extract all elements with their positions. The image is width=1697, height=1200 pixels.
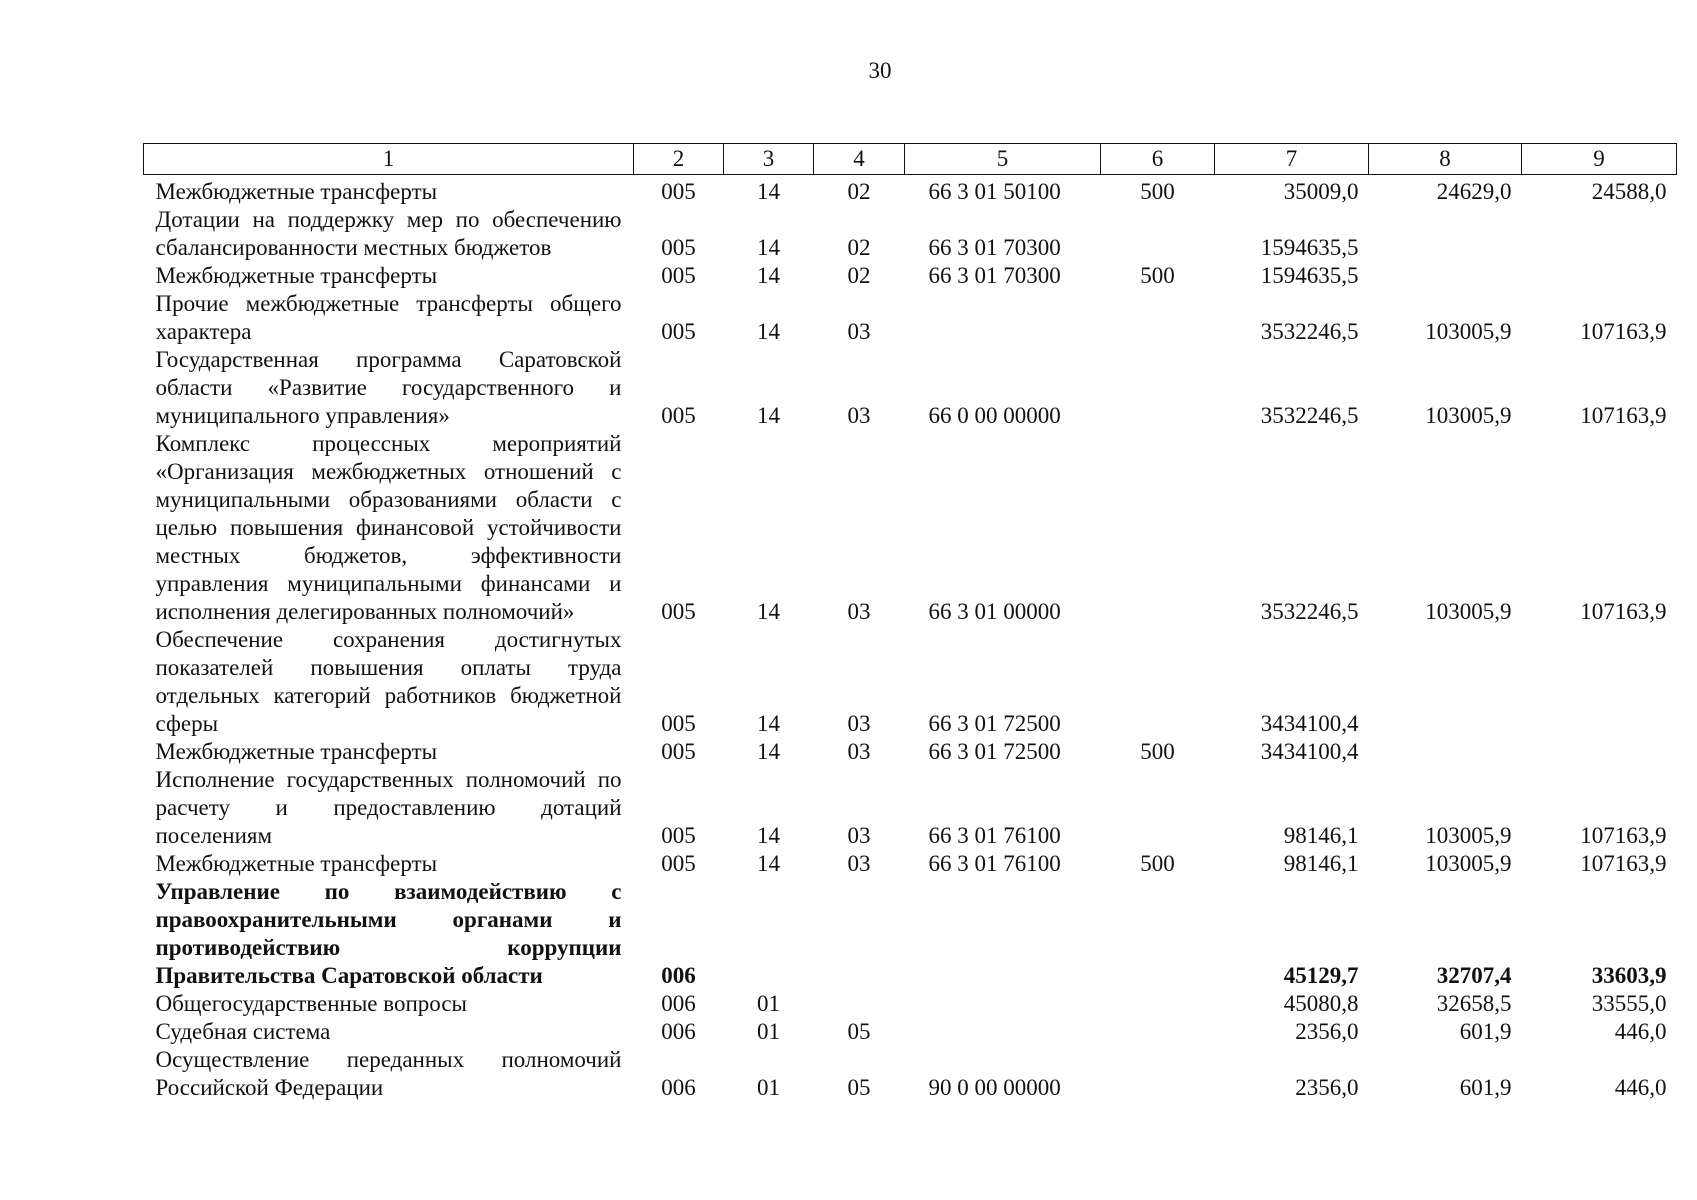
amount-col-8: 103005,9 — [1425, 823, 1512, 848]
ministry-code: 005 — [661, 179, 696, 204]
table-body — [144, 175, 1677, 1103]
expense-type-code — [1101, 990, 1215, 1018]
amount-col-8: 24629,0 — [1436, 179, 1512, 204]
expense-type-code — [1101, 626, 1215, 738]
section-code: 01 — [757, 1019, 780, 1044]
section-code: 01 — [757, 991, 780, 1016]
section-code — [724, 878, 814, 990]
item-name: Государственная программа Саратовской области «Развитие государственного и муниципального управления» — [155, 347, 622, 428]
target-article-code — [905, 878, 1101, 990]
subsection-code: 02 — [847, 263, 871, 288]
target-article-code: 66 3 01 76100 — [928, 823, 1061, 848]
ministry-code: 005 — [661, 319, 696, 344]
amount-col-8 — [1369, 206, 1522, 262]
amount-col-8: 601,9 — [1459, 1075, 1512, 1100]
amount-col-7: 3532246,5 — [1260, 319, 1359, 344]
subsection-code: 03 — [847, 823, 871, 848]
amount-col-7: 2356,0 — [1295, 1075, 1359, 1100]
ministry-code: 005 — [661, 711, 696, 736]
subsection-code — [814, 878, 905, 990]
table-row — [144, 206, 1677, 262]
subsection-code: 03 — [847, 711, 871, 736]
amount-col-7: 98146,1 — [1283, 823, 1359, 848]
amount-col-8 — [1369, 738, 1522, 766]
amount-col-7: 1594635,5 — [1260, 235, 1359, 260]
item-name: Межбюджетные трансферты — [155, 739, 438, 764]
expense-type-code: 500 — [1140, 263, 1175, 288]
amount-col-8 — [1369, 626, 1522, 738]
amount-col-9: 33555,0 — [1591, 991, 1667, 1016]
target-article-code: 66 3 01 72500 — [928, 711, 1061, 736]
item-name: Межбюджетные трансферты — [155, 263, 438, 288]
target-article-code: 66 0 00 00000 — [928, 403, 1061, 428]
table-row — [144, 878, 1677, 990]
subsection-code: 03 — [847, 403, 871, 428]
amount-col-9: 446,0 — [1614, 1075, 1667, 1100]
amount-col-8: 32658,5 — [1436, 991, 1512, 1016]
ministry-code: 005 — [661, 739, 696, 764]
target-article-code: 66 3 01 50100 — [928, 179, 1061, 204]
table-row — [144, 262, 1677, 290]
section-code: 14 — [757, 235, 780, 260]
expense-type-code — [1101, 766, 1215, 850]
amount-col-7: 45080,8 — [1283, 991, 1359, 1016]
table-row — [144, 430, 1677, 626]
amount-col-9: 107163,9 — [1580, 599, 1667, 624]
section-code: 14 — [757, 319, 780, 344]
target-article-code: 66 3 01 70300 — [928, 263, 1061, 288]
amount-col-8: 32707,4 — [1436, 963, 1512, 988]
target-article-code — [905, 990, 1101, 1018]
amount-col-7: 3434100,4 — [1260, 711, 1359, 736]
table-row — [144, 1046, 1677, 1102]
item-name: Дотации на поддержку мер по обеспечению сбалансированности местных бюджетов — [155, 207, 622, 260]
amount-col-8: 601,9 — [1459, 1019, 1512, 1044]
expense-type-code — [1101, 290, 1215, 346]
subsection-code: 03 — [847, 599, 871, 624]
section-code: 14 — [757, 739, 780, 764]
section-code: 14 — [757, 599, 780, 624]
amount-col-9: 446,0 — [1614, 1019, 1667, 1044]
amount-col-9 — [1522, 738, 1677, 766]
subsection-code: 05 — [847, 1075, 871, 1100]
column-number-row — [144, 144, 1677, 175]
table-row — [144, 990, 1677, 1018]
subsection-code: 03 — [847, 739, 871, 764]
expense-type-code — [1101, 430, 1215, 626]
table-row — [144, 850, 1677, 878]
expense-type-code — [1101, 1018, 1215, 1046]
target-article-code — [905, 1018, 1101, 1046]
expense-type-code — [1101, 206, 1215, 262]
amount-col-9: 107163,9 — [1580, 319, 1667, 344]
amount-col-7: 2356,0 — [1295, 1019, 1359, 1044]
amount-col-9: 24588,0 — [1591, 179, 1667, 204]
budget-table — [143, 143, 1677, 1102]
table-row — [144, 290, 1677, 346]
ministry-code: 005 — [661, 263, 696, 288]
header-cell: 5 — [905, 144, 1101, 175]
ministry-code: 005 — [661, 235, 696, 260]
item-name: Управление по взаимодействию с правоохранительными органами и противодействию коррупции Правительства Саратовской области — [155, 879, 622, 988]
amount-col-7: 3434100,4 — [1260, 739, 1359, 764]
header-cell: 9 — [1522, 144, 1677, 175]
amount-col-9: 107163,9 — [1580, 851, 1667, 876]
amount-col-9: 33603,9 — [1591, 963, 1667, 988]
amount-col-7: 3532246,5 — [1260, 403, 1359, 428]
amount-col-7: 45129,7 — [1283, 963, 1359, 988]
header-cell: 3 — [724, 144, 814, 175]
subsection-code: 02 — [847, 235, 871, 260]
header-cell: 8 — [1369, 144, 1522, 175]
item-name: Судебная система — [155, 1019, 331, 1044]
expense-type-code: 500 — [1140, 179, 1175, 204]
item-name: Межбюджетные трансферты — [155, 179, 438, 204]
table-row — [144, 738, 1677, 766]
expense-type-code — [1101, 1046, 1215, 1102]
expense-type-code — [1101, 878, 1215, 990]
section-code: 14 — [757, 823, 780, 848]
target-article-code: 66 3 01 70300 — [928, 235, 1061, 260]
ministry-code: 006 — [661, 963, 696, 988]
amount-col-9: 107163,9 — [1580, 403, 1667, 428]
subsection-code — [814, 990, 905, 1018]
amount-col-8: 103005,9 — [1425, 599, 1512, 624]
header-cell: 4 — [814, 144, 905, 175]
table-row — [144, 346, 1677, 430]
item-name: Исполнение государственных полномочий по расчету и предоставлению дотаций поселениям — [155, 767, 622, 848]
section-code: 14 — [757, 711, 780, 736]
ministry-code: 005 — [661, 823, 696, 848]
section-code: 14 — [757, 263, 780, 288]
amount-col-8 — [1369, 262, 1522, 290]
expense-type-code: 500 — [1140, 851, 1175, 876]
table-row — [144, 175, 1677, 207]
ministry-code: 006 — [661, 991, 696, 1016]
ministry-code: 005 — [661, 851, 696, 876]
item-name: Обеспечение сохранения достигнутых показателей повышения оплаты труда отдельных категорий работников бюджетной сферы — [155, 627, 622, 736]
amount-col-9 — [1522, 262, 1677, 290]
amount-col-9 — [1522, 626, 1677, 738]
expense-type-code: 500 — [1140, 739, 1175, 764]
item-name: Комплекс процессных мероприятий «Организация межбюджетных отношений с муниципальными образованиями области с целью повышения финансовой устойчивости местных бюджетов, эффективности управления муниципальными финансами и исполнения делегированных полномочий» — [155, 431, 622, 624]
target-article-code: 90 0 00 00000 — [928, 1075, 1061, 1100]
subsection-code: 02 — [847, 179, 871, 204]
subsection-code: 03 — [847, 319, 871, 344]
ministry-code: 005 — [661, 599, 696, 624]
item-name: Межбюджетные трансферты — [155, 851, 438, 876]
amount-col-9 — [1522, 206, 1677, 262]
amount-col-7: 3532246,5 — [1260, 599, 1359, 624]
header-cell: 2 — [634, 144, 724, 175]
table-row — [144, 1018, 1677, 1046]
target-article-code: 66 3 01 72500 — [928, 739, 1061, 764]
section-code: 14 — [757, 851, 780, 876]
ministry-code: 006 — [661, 1075, 696, 1100]
item-name: Прочие межбюджетные трансферты общего характера — [155, 291, 622, 344]
item-name: Общегосударственные вопросы — [155, 991, 467, 1016]
amount-col-8: 103005,9 — [1425, 319, 1512, 344]
section-code: 14 — [757, 179, 780, 204]
amount-col-8: 103005,9 — [1425, 851, 1512, 876]
section-code: 14 — [757, 403, 780, 428]
subsection-code: 05 — [847, 1019, 871, 1044]
target-article-code — [905, 290, 1101, 346]
amount-col-8: 103005,9 — [1425, 403, 1512, 428]
target-article-code: 66 3 01 76100 — [928, 851, 1061, 876]
target-article-code: 66 3 01 00000 — [928, 599, 1061, 624]
ministry-code: 005 — [661, 403, 696, 428]
expense-type-code — [1101, 346, 1215, 430]
amount-col-7: 98146,1 — [1283, 851, 1359, 876]
table-row — [144, 626, 1677, 738]
amount-col-7: 35009,0 — [1283, 179, 1359, 204]
header-cell: 1 — [144, 144, 634, 175]
table-row — [144, 766, 1677, 850]
page-number: 30 — [868, 58, 892, 83]
amount-col-9: 107163,9 — [1580, 823, 1667, 848]
header-cell: 7 — [1215, 144, 1369, 175]
header-cell: 6 — [1101, 144, 1215, 175]
subsection-code: 03 — [847, 851, 871, 876]
item-name: Осуществление переданных полномочий Российской Федерации — [155, 1047, 622, 1100]
ministry-code: 006 — [661, 1019, 696, 1044]
amount-col-7: 1594635,5 — [1260, 263, 1359, 288]
section-code: 01 — [757, 1075, 780, 1100]
